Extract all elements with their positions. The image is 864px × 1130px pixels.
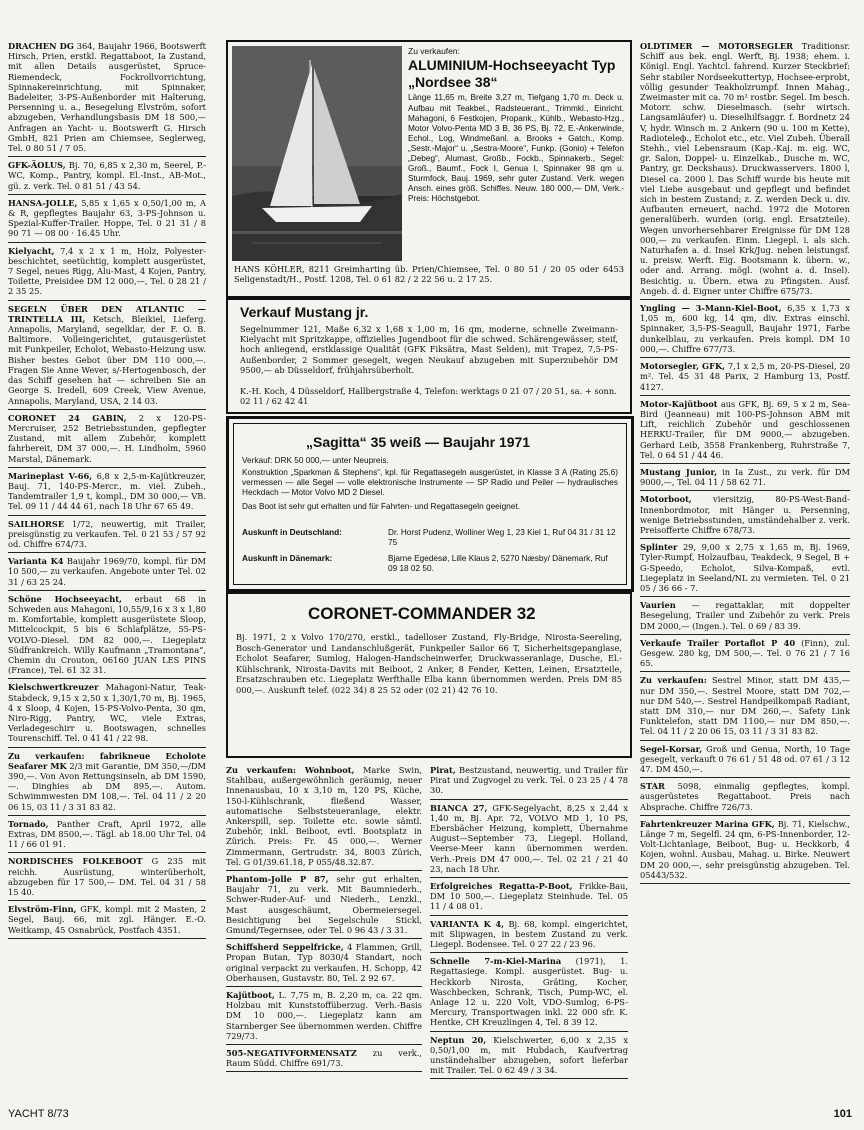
ad-text: GFK-Segelyacht, 8,25 x 2,44 x 1,40 m, Bj. Apr. 72, VOLVO MD 1, 10 PS, Ebersbächer Heizung, komplett, Übernahme August—September 73, Liegepl. Holland, Veerse-Meer kann übernommen werden. Verh.-Preis DM 47 000,—. Tel. 02 21 / 21 40 23, nach 18 Uhr. xyxy=(430,802,628,874)
classified-ad xyxy=(8,681,206,747)
classified-ad xyxy=(8,750,206,816)
coronet-title: CORONET-COMMANDER 32 xyxy=(308,604,536,623)
mustang-contact: K.-H. Koch, 4 Düsseldorf, Hallbergstraße 4, Telefon: werktags 0 21 07 / 20 51, sa. + sonn. 02 11 / 62 42 41 xyxy=(240,386,617,407)
contact-text-germany: Dr. Horst Pudenz, Wolliner Weg 1, 23 Kiel 1, Ruf 04 31 / 31 12 75 xyxy=(388,528,616,548)
ad-heading: Verkaufe Trailer Portaflot P 40 xyxy=(640,637,796,648)
ad-heading: Erfolgreiches Regatta-P-Boot, xyxy=(430,881,573,892)
ad-heading: Schöne Hochseeyacht, xyxy=(8,593,122,604)
classified-ad xyxy=(8,903,206,939)
ad-heading: Mustang Junior, xyxy=(640,466,718,477)
ad-heading: Vaurien xyxy=(640,600,676,611)
classified-ad xyxy=(640,398,850,464)
ad-heading: CORONET 24 GABIN, xyxy=(8,412,127,423)
ad-text: Sestrel Minor, statt DM 435,— nur DM 350,—. Sestrel Moore, statt DM 702,— nur DM 540,—. Sestrel Handpeilkompaß Radiant, statt DM 310,— nur DM 260,—. Safety Link Funktelefon, statt DM 1100,— nur DM 850,—. Tel. 04 11 / 2 20 06 15, 03 11 / 3 31 83 82. xyxy=(640,675,850,737)
classified-ad xyxy=(430,955,628,1031)
ad-heading: 505-NEGATIVFORMENSATZ xyxy=(226,1048,357,1059)
ad-heading: Kajütboot, xyxy=(226,990,275,1001)
ad-text: Traditionsr. Schiff aus bek. engl. Werft, Bj. 1938; ehem. i. Königl. Engl. Yachtcl. fahrend. Kurzer Steckbrief: Sehr stabiler Nordseekuttertyp, Hochsee-erprobt, völlig gesunder Teakholzrumpf. Innen Mahag., Zweimaster mit ca. 70 m² rostbr. Segel. Im besch. Motorr. schw. Dieselmasch. (sehr wirtsch. Langsamläufer) u. Dieselhilfsaggr. f. Bordnetz 24 V, hydr. Winsch m. 2 Ankern (90 u. 100 m Kette), Radioteleф., Echolot etc., etc. Viel Zubeh. Überall Stehh., viel Lebensraum (Kap.-Kaj. m. eig. WC, gr. Salon, Doppel- u. Einzelkab., Dusche m. WC, Pantry, gr. Deckshaus). Druckwasservers. 1800 l, Diesel ca. 2000 l. Das Schiff wurde bis heute mit viel Liebe ausgebaut und gepflegt und befindet sich in bestem Zustand; z. Z. werden Deck u. div. Aufbauten erneuert, nachd. 1972 die Motoren generalüberh. wurden (orig. engl. Ersatzteile). Wegen unvorhersehbarer Ereignisse für DM 128 000,— zu verkaufen. Einm. Liegepl. i. als sich. Naturhafen a. d. Insel Krk/Jug. neben leistungsf. u. preisw. Werft. Eig. Bootsmann k. übern. w., oder and. Arrang. mögl. (wohnt a. d. Insel). Besichtig. u. Übern. etwa zu Pfingsten. Ausf. Angeb. d. d. Eigner unter Chiffre 675/73. xyxy=(640,41,850,296)
ad-text: aus GFK, Bj. 69, 5 x 2 m, Sea-Bird (Jeanneau) mit 100-PS-Johnson ABM mit Lift, reichlich Zubehör und geschlossenen HERKU-Trailer, für DM 9000,— abzugeben. Gerhard Leib, 3558 Frankenberg, Ruhrstraße 7, Tel. 0 64 51 / 44 46. xyxy=(640,398,850,460)
ad-text: 2 x 120-PS-Mercruiser, 252 Betriebsstunden, gepflegter Zustand, mit allem Zubehör, komplett fahrbereit, DM 37 000,—. H. Lindholm, 5960 Marstal, Dänemark. xyxy=(8,412,206,464)
classified-ad xyxy=(226,1047,422,1072)
ad-text: erbaut 68 in Schweden aus Mahagoni, 10,55/9,16 x 3 x 1,80 m. Komfortable, komplett ausgerüstete Sloop, Mittelcockpit, 5 bis 6 Schlafplätze, 55-PS-VOLVO-Diesel. DM 82 000,—. Liegeplatz Südfrankreich. Willy Kaufmann „Tramontana“, Chemin du Crouton, 06160 JUAN LES PINS (France), Tel. 61 32 31. xyxy=(8,593,206,676)
ad-text: Bestzustand, neuwertig, und Trailer für Pirat und Zugvogel zu verk. Tel. 0 23 25 / 4 78 30. xyxy=(430,765,628,796)
ad-heading: Motor-Kajütboot xyxy=(640,398,718,409)
right-ad-column xyxy=(640,40,850,886)
ad-text: Frikke-Bau, DM 10 500,—. Liegeplatz Steinhude. Tel. 05 11 / 4 08 01. xyxy=(430,881,628,912)
classified-ad xyxy=(8,555,206,591)
ad-heading: Motorsegler, GFK, xyxy=(640,361,725,372)
classified-ad xyxy=(8,412,206,468)
classified-ad xyxy=(430,802,628,878)
classified-ad xyxy=(430,764,628,800)
ad-heading: Yngling — 3-Mann-Kiel-Boot, xyxy=(640,303,782,314)
ad-heading: STAR xyxy=(640,781,665,792)
ad-text: 29, 9,00 x 2,75 x 1,65 m, Bj. 1969, Tyler-Rumpf, Holzaufbau, Teakdeck, 9 Segel, B + G-Speedo, Echolot, Silva-Kompaß, evtl. Liegeplatz in Seeland/NL zu vermieten. Tel. 0 21 05 / 36 66 - 7. xyxy=(640,542,850,593)
classified-ad xyxy=(640,743,850,779)
classified-ad xyxy=(8,818,206,854)
classified-ad xyxy=(226,873,422,939)
ad-text: Bj. 68, kompl. eingerichtet, mit Slipwagen, in bestem Zustand zu verk. Liegepl. Bodensee. Tel. 0 27 22 / 23 96. xyxy=(430,918,628,950)
classified-ad xyxy=(8,855,206,901)
classified-ad xyxy=(226,764,422,871)
ad-text: (Finn), zul. Gesgew. 280 kg, DM 500,—. Tel. 0 76 21 / 7 16 65. xyxy=(640,637,850,669)
ad-heading: Schiffsherd Seppelfricke, xyxy=(226,942,344,953)
classified-ad xyxy=(640,674,850,740)
ad-heading: HANSA-JOLLE, xyxy=(8,197,78,208)
classified-ad xyxy=(8,470,206,516)
ad-heading: Tornado, xyxy=(8,818,49,829)
ad-text: Marke Swin, Stahlbau, außergewöhnlich geräumig, neuer Innenausbau, 10 x 3,10 m, 120 PS, Küche, 150-l-Kühlschrank, fließend Wasser, automatische Selbststeueranlage, elektr. Ankerspill, sep. Toilette etc. sowie sämtl. Zubehör, inkl. Beiboot, evtl. Bootsplatz in Zürich. Preis: Fr. 45 000,—. Werner Zimmermann, Gertrudstr. 34, 8003 Zürich, Tel. G 01/39.61.18, P 055/48.32.87. xyxy=(226,765,422,867)
classified-ad xyxy=(640,493,850,539)
ad-heading: SEGELN ÜBER DEN ATLANTIC — TRINTELLA III, xyxy=(8,303,206,324)
feature-title: ALUMINIUM-Hochseeyacht Typ „Nordsee 38“ xyxy=(408,57,616,91)
contact-label-germany: Auskunft in Deutschland: xyxy=(242,528,342,537)
ad-text: — regattaklar, mit doppelter Besegelung, Trailer und Zubehör zu verk. Preis DM 2000,— (Ingen.). Tel. 0 69 / 83 39. xyxy=(640,600,850,631)
ad-heading: Zu verkaufen: xyxy=(640,675,707,686)
ad-heading: Varianta K4 xyxy=(8,556,64,567)
ad-heading: BIANCA 27, xyxy=(430,802,488,813)
left-ad-column xyxy=(8,40,206,941)
ad-heading: OLDTIMER — MOTORSEGLER xyxy=(640,41,794,51)
ad-text: (1971), 1. Regattasiege. Kompl. ausgerüstet. Bug- u. Heckkorb Nirosta, Gräting, Kocher, Waschbecken, Schrank, Tisch, Pump-WC, el. Anlage 12 u. 220 Volt, VDO-Sumlog, 6-PS-Mercury, Transportwagen inkl. 22 000 sfr. K. Hentke, CH Kreuzlingen 4, Tel. 8 39 12. xyxy=(430,956,628,1028)
classified-ad xyxy=(640,637,850,673)
ad-text: GFK, kompl. mit 2 Masten, 2 Segel, Bauj. 66, mit zgl. Hänger. E.-O. Weitkamp, 45 Osnabrück, Postfach 4351. xyxy=(8,904,206,935)
ad-text: 5,85 x 1,65 x 0,50/1,00 m, A & R, gepflegtes Baujahr 63, 3-PS-Johnson u. Spezial-Kuffer-Trailer. Hoppe, Tel. 0 21 31 / 8 90 71 — 08 00 · 16.45 Uhr. xyxy=(8,197,206,239)
ad-heading: NORDISCHES FOLKEBOOT xyxy=(8,856,143,867)
ad-heading: VARIANTA K 4, xyxy=(430,918,505,929)
ad-text: viersitzig, 80-PS-West-Band-Innenbordmotor, mit Hänger u. Persenning, wenige Betriebsstunden, umständehalber z. verk. Preisofferte Chiffre 678/73. xyxy=(640,494,850,535)
ad-heading: Marineplast V-66, xyxy=(8,470,93,481)
sagitta-contact-denmark xyxy=(242,554,618,574)
mustang-title: Verkauf Mustang jr. xyxy=(240,304,369,320)
classified-ad xyxy=(8,518,206,554)
classified-ad xyxy=(640,818,850,884)
sagitta-title: „Sagitta“ 35 weiß — Baujahr 1971 xyxy=(306,434,531,450)
ad-text: Mahagoni-Natur, Teak-Stabdeck, 9,15 x 2,50 x 1,30/1,70 m, Bj. 1965, 4 x Sloop, 4 Kojen, 15-PS-Volvo-Penta, 30 qm, Niro-Rigg, Pantry, WC, viele Extras, Verladegeschirr u. Bootswagen, schnelles Tourenschiff. Tel. 0 41 41 / 22 98. xyxy=(8,682,206,744)
ad-text: zu verk., Raum Südd. Chiffre 691/73. xyxy=(226,1048,422,1069)
sagitta-contact-germany xyxy=(242,528,618,548)
feature-ad-aluminium-yacht xyxy=(226,40,632,298)
classified-ad xyxy=(8,303,206,410)
ad-heading: Schnelle 7-m-Kiel-Marina xyxy=(430,956,562,967)
ad-heading: Zu verkaufen: fabrikneue Echolote Seafarer MK xyxy=(8,750,206,771)
ad-text: 7,4 x 2 x 1 m, Holz, Polyester-beschichtet, seetüchtig, komplett ausgerüstet, 7 Segel, neues Rigg, Alu-Mast, 4 Kojen, Pantry, Toilette, Preisidee DM 12 000,—, Tel. 0 28 21 / 2 35 25. xyxy=(8,245,206,297)
ad-text: Baujahr 1969/70, kompl. für DM 10 500,— zu verkaufen. Angebote unter Tel. 02 31 / 63 25 24. xyxy=(8,556,206,587)
classified-ad xyxy=(640,780,850,816)
classified-ad xyxy=(640,599,850,635)
ad-text: 7,1 x 2,5 m, 20-PS-Diesel, 20 m². Tel. 45 31 48 Parix, 2 Hamburg 13, Postf. 4127. xyxy=(640,361,850,392)
ad-text: Groß und Genua, North, 10 Tage gesegelt, verkauft 0 76 61 / 51 48 od. 07 61 / 3 12 47. DM 450,—. xyxy=(640,743,850,774)
ad-text: in Ia Zust., zu verk. für DM 9000,—, Tel. 04 11 / 58 62 71. xyxy=(640,466,850,488)
sagitta-price: Verkauf: DRK 50 000,— unter Neupreis. xyxy=(242,456,389,465)
ad-heading: Phantom-Jolle P 87, xyxy=(226,874,329,885)
classified-ad xyxy=(226,989,422,1045)
contact-text-denmark: Bjarne Egedesø, Lille Klaus 2, 5270 Næsby/ Dänemark, Ruf 09 18 02 50. xyxy=(388,554,608,574)
ad-text: Ketsch, Bleikiel, Lieferg. Annapolis, Maryland, segelklar, der F. O. B. Baltimore. Volleingerichtet, gutausgerüstet mit Funkpeiler, Echolot, Webasto-Heizung usw. Bisher bestes Gebot über DM 110 000,—. Fragen Sie Anne Wever, s/-Hertogenbosch, der das Schiff gesehen hat — schreiben Sie an George S. Iredell, 609 Creek, View Avenue, Annapolis, Maryland, USA, 2 14 03. xyxy=(8,313,206,406)
ad-heading: Kielschwertkreuzer xyxy=(8,682,99,693)
center-left-ad-column xyxy=(226,764,422,1074)
classified-ad xyxy=(8,245,206,301)
ad-text: 364, Baujahr 1966, Bootswerft Hirsch, Prien, erstkl. Regattaboot, Ia Zustand, mit allen Details ausgerüstet, Spruce-Riemendeck, Fockrollvorrichtung, Spinnakereinrichtung, mit Spinnaker, Badeleiter, 3-PS-Außenborder mit Halterung, Persenning u. a., Besegelung Elvström, sofort abzugeben, Verhandlungsbasis DM 18 500,— Anfragen an Yacht- u. Bootswerft G. Hirsch GmbH, 821 Prien am Chiemsee, Seglerweg, Tel. 0 80 51 / 7 05. xyxy=(8,41,206,154)
mustang-body: Segelnummer 121, Maße 6,32 x 1,68 x 1,00 m, 16 qm, moderne, schnelle Zweimann-Kielyacht mit Spritzkappe, offizielles Jugendboot für die schwed. Schärengewässer, steif, hoch anliegend, erstklassige Qualität (GFK Fiksätra, Mast Selden), mit Trapez, 7,5-PS-Außenborder, 2 Sommer gesegelt, wegen Neukauf abzugeben mit Superzubehör DM 9500,— ab Düsseldorf, frühjahrsüberholt. xyxy=(240,324,618,375)
sagitta-description: Konstruktion „Sparkman & Stephens“, kpl. für Regattasegeln ausgerüstet, in Klasse 3 A (Rating 25,6) vermessen — alle Segel — volle elektronische Instrumente — SP Radio und Peiler — hydraulisches Heckdach — Motor Volvo MD 2 Diesel. xyxy=(242,468,618,498)
classified-ad xyxy=(8,40,206,157)
center-right-ad-column xyxy=(430,764,628,1081)
ad-text: 6,35 x 1,73 x 1,05 m, 600 kg, 14 qm, div. Extras einschl. Spinnaker, 3,5-PS-Seagull, Baujahr 1971, Farbe dunkelblau, zu verkaufen. Preis kompl. DM 10 000,—. Chiffre 677/73. xyxy=(640,303,850,354)
ad-heading: Fahrtenkreuzer Marina GFK, xyxy=(640,818,775,829)
ad-text: 1/72, neuwertig, mit Trailer, preisgünstig zu verkaufen. Tel. 0 21 53 / 57 92 od. Chiffre 674/73. xyxy=(8,518,206,549)
sagitta-condition: Das Boot ist sehr gut erhalten und für Fahrten- und Regattasegeln geeignet. xyxy=(242,502,520,511)
ad-text: 2/3 mit Garantie, DM 350,—/DM 390,—. Von Avon Rettungsinseln, ab DM 1590,—. Dinghies ab DM 895,—. Autom. Schwimmwesten DM 108,—. Tel. 04 11 / 2 20 06 15, 03 11 / 3 31 83 82. xyxy=(8,760,206,812)
ad-text: L. 7,75 m, B. 2,20 m, ca. 22 qm. Holzbau mit Kunststoffüberzug. Verh.-Basis DM 10 000,—. Liegeplatz kann am Starnberger See übernommen werden. Chiffre 729/73. xyxy=(226,990,422,1041)
feature-kicker: Zu verkaufen: xyxy=(408,46,460,56)
sailboat-illustration xyxy=(232,46,402,261)
footer-issue: YACHT 8/73 xyxy=(8,1108,69,1120)
ad-text: sehr gut erhalten, Baujahr 71, zu verk. Mit Baumniederh., Schwer-Ruder-Auf- und Niederh., Lenzkl., Mast ausgeschäumt, Obermeiersegel. Besichtigung bei Segelschule Stickl, Gmund/Tegernsee, oder Tel. 0 96 43 / 3 31. xyxy=(226,874,422,936)
coronet-body: Bj. 1971, 2 x Volvo 170/270, erstkl., tadelloser Zustand, Fly-Bridge, Nirosta-Seereling, Bosch-Generator und Landanschlußgerät, Funkpeiler Sailor 66 T, Sicherheitsgepanglase, Echolot Seafarer, Sumlog, Halogen-Handscheinwerfer, Druckwasseranlage, Dusche, El.-Kühlschrank, Nirosta-Davits mit Beiboot, 2 Anker, 8 Fender, Ketten, Leinen, Ersatzteile, Ersatzschrauben etc. Liegeplatz Werfthalle Elba kann übernommen werden. Preis DM 85 000,—. Auskunft telef. (022 34) 8 25 52 oder (02 21) 42 76 10. xyxy=(236,632,622,695)
ad-text: 4 Flammen, Grill, Propan Butan, Typ 8030/4 Standart, noch original verpackt zu verkaufen. H. Schopp, 42 Oberhausen, Gustavstr. 80, Tel. 2 92 67. xyxy=(226,942,422,983)
classified-ad xyxy=(8,593,206,680)
ad-heading: GFK-ÄOLUS, xyxy=(8,160,66,171)
feature-body: Länge 11,65 m, Breite 3,27 m, Tiefgang 1,70 m. Deck u. Aufbau mit Teakbel., Radsteuerant., Trimmkl., Einricht. Mahagoni, 6 Festkojen, Propank., Kühlb., Webasto-Hzg., Motor Volvo-Penta MD 3 B, 36 PS, Bj. 72, E.-Ankerwinde, Echol., Log, Windmeßanl. a. Brooks + Gatch., Komp. „Sestr.-Major“ u. „Sestra-Moore“, Funkp. (Gonio) + Telefon „Debeg“, Alumast, Großb., Fockb., Spinnakerb., Segel: Groß., Baumf., Fock I, Genua I, Spinnaker 98 qm u. Sturmfock, Bauj. 1969, sehr guter Zustand. Verk. wegen Ansch. eines größ. Schiffes. Neuw. 180 000,— DM, Verk.-Preis: Höchstgebot. xyxy=(408,93,624,204)
classified-ad xyxy=(640,40,850,300)
ad-text: Bj. 70, 6,85 x 2,30 m, Seerel, P.-WC, Komp., Pantry, kompl. El.-Inst., AB-Mot., gü. z. verk. Tel. 0 81 51 / 43 54. xyxy=(8,160,206,191)
ad-heading: DRACHEN DG xyxy=(8,41,74,51)
ad-heading: Zu verkaufen: Wohnboot, xyxy=(226,765,355,775)
ad-heading: Motorboot, xyxy=(640,494,692,505)
classified-ad xyxy=(430,918,628,954)
ad-text: G 235 mit reichh. Ausrüstung, winterüberholt, abzugeben für 17 500,— DM. Tel. 04 31 / 58 15 40. xyxy=(8,856,206,898)
coronet-commander-ad xyxy=(226,592,632,758)
contact-label-denmark: Auskunft in Dänemark: xyxy=(242,554,333,563)
classified-ad xyxy=(640,466,850,491)
feature-contact: HANS KÖHLER, 8211 Greimharting üb. Prien/Chiemsee, Tel. 0 80 51 / 20 05 oder 6453 Seligenstadt/H., Postf. 1208, Tel. 0 61 82 / 2 22 56 u. 2 17 25. xyxy=(234,264,624,285)
ad-text: Bj. 71, Kielschw., Länge 7 m, Segelfl. 24 qm, 6-PS-Innenborder, 12-Volt-Lichtanlage, Beiboot, Bug- u. Heckkorb, 4 Kojen, wohnl. Ausbau, Mahag. u. Birke. Neuwert DM 20 000,—, sehr preisgünstig abzugeben. Tel. 05443/532. xyxy=(640,818,850,880)
classified-ad xyxy=(430,1034,628,1080)
ad-text: 6,8 x 2,5-m-Kajütkreuzer, Bauj. 71, 140-PS-Mercr., m. viel. Zubeh., Tandemtrailer 1,9 t, kompl., DM 30 000,— VB. Tel. 09 11 / 44 44 61, nach 18 Uhr 67 65 49. xyxy=(8,470,206,512)
ad-heading: Segel-Korsar, xyxy=(640,743,703,754)
classified-ad xyxy=(8,197,206,243)
ad-text: Kielschwerter, 6,00 x 2,35 x 0,50/1,00 m, mit Hubdach, Kaufvertrag unständehalber abzugeben, sofort lieferbar mit Trailer. Tel. 0 62 49 / 3 34. xyxy=(430,1034,628,1076)
ad-text: Panther Craft, April 1972, alle Extras, DM 8500,—. Tägl. ab 18.00 Uhr Tel. 04 11 / 66 01 91. xyxy=(8,818,206,850)
classified-ad xyxy=(430,880,628,916)
page-number: 101 xyxy=(833,1108,852,1120)
classified-ad xyxy=(8,159,206,195)
classified-ad xyxy=(226,941,422,987)
classified-ad xyxy=(640,302,850,358)
classified-ad xyxy=(640,541,850,597)
sailboat-photo xyxy=(232,46,402,261)
ad-heading: Elvström-Finn, xyxy=(8,904,77,915)
classified-ad xyxy=(640,360,850,396)
mustang-ad xyxy=(226,298,632,414)
sagitta-ad xyxy=(226,416,634,592)
ad-heading: Neptun 20, xyxy=(430,1034,487,1045)
ad-heading: SAILHORSE xyxy=(8,518,65,529)
ad-heading: Pirat, xyxy=(430,765,456,775)
ad-heading: Splinter xyxy=(640,542,678,553)
ad-text: 5098, einmalig gepflegtes, kompl. ausgerüstetes Regattaboot. Preis nach Absprache. Chiffre 726/73. xyxy=(640,781,850,812)
ad-heading: Kielyacht, xyxy=(8,245,55,256)
